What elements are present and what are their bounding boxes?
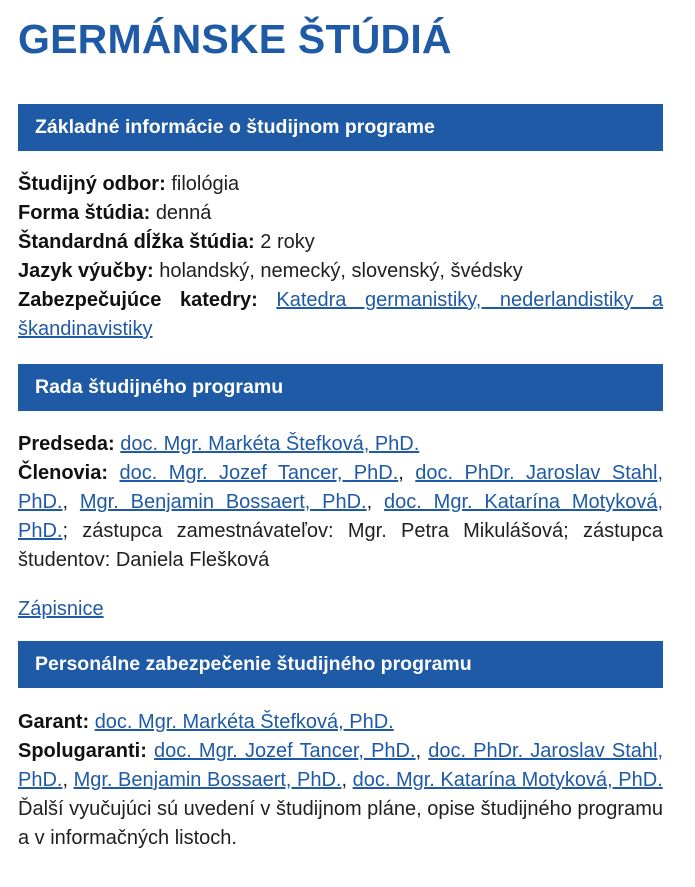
- guarantor-label: Garant:: [18, 711, 90, 733]
- coguarantors-label: Spolugaranti:: [18, 740, 147, 762]
- length-label: Štandardná dĺžka štúdia:: [18, 231, 255, 253]
- language-value: holandský, nemecký, slovenský, švédsky: [159, 260, 523, 282]
- section-header-council: Rada študijného programu: [18, 364, 663, 411]
- language-label: Jazyk výučby:: [18, 260, 154, 282]
- department-label: Zabezpečujúce katedry:: [18, 289, 258, 311]
- coguarantor-link[interactable]: doc. Mgr. Katarína Motyková, PhD.: [352, 769, 663, 791]
- coguarantor-link[interactable]: doc. Mgr. Jozef Tancer, PhD.: [154, 740, 416, 762]
- member-link[interactable]: doc. Mgr. Jozef Tancer, PhD.: [119, 462, 399, 484]
- member-link[interactable]: doc. PhDr. Jaroslav Stahl, PhD.: [18, 462, 664, 513]
- members-tail: ; zástupca zamestnávateľov: Mgr. Petra Mikulášová; zástupca študentov: Daniela Flešková: [18, 520, 663, 571]
- basic-info-block: [18, 170, 663, 344]
- minutes-link[interactable]: Zápisnice: [18, 598, 104, 620]
- section-header-staffing: Personálne zabezpečenie študijného programu: [18, 641, 663, 688]
- field-label: Študijný odbor:: [18, 173, 166, 195]
- members-label: Členovia:: [18, 462, 109, 484]
- council-block: Predseda: doc. Mgr. Markéta Štefková, PhD. Členovia: doc. Mgr. Jozef Tancer, PhD., doc. PhDr. Jaroslav Stahl, PhD., Mgr. Benjamin Bossaert, PhD., doc. Mgr. Katarína Motyková, PhD.; zástupca zamestnávateľov: Mgr. Petra Mikulášová; zástupca študentov: Daniela Flešková: [18, 433, 664, 571]
- guarantor-link[interactable]: doc. Mgr. Markéta Štefková, PhD.: [94, 711, 394, 733]
- minutes-block: [18, 595, 663, 624]
- section-header-basic-info: Základné informácie o študijnom programe: [18, 104, 663, 151]
- form-value: denná: [155, 202, 212, 224]
- coguarantor-link[interactable]: doc. PhDr. Jaroslav Stahl, PhD.: [18, 740, 664, 791]
- form-label: Forma štúdia:: [18, 202, 151, 224]
- chair-link[interactable]: doc. Mgr. Markéta Štefková, PhD.: [120, 433, 420, 455]
- coguarantor-link[interactable]: Mgr. Benjamin Bossaert, PhD.: [73, 769, 342, 791]
- chair-label: Predseda:: [18, 433, 115, 455]
- page-title: GERMÁNSKE ŠTÚDIÁ: [18, 16, 452, 62]
- department-link[interactable]: Katedra germanistiky, nederlandistiky a škandinavistiky: [18, 289, 664, 340]
- staffing-block: Garant: doc. Mgr. Markéta Štefková, PhD. Spolugaranti: doc. Mgr. Jozef Tancer, PhD., doc. PhDr. Jaroslav Stahl, PhD., Mgr. Benjamin Bossaert, PhD., doc. Mgr. Katarína Motyková, PhD. Ďalší vyučujúci sú uvedení v študijnom pláne, opise študijného programu a v informačných listoch.: [18, 708, 663, 853]
- field-value: filológia: [171, 173, 240, 195]
- length-value: 2 roky: [260, 231, 315, 253]
- member-link[interactable]: doc. Mgr. Katarína Motyková, PhD.: [18, 491, 663, 542]
- staffing-note: Ďalší vyučujúci sú uvedení v študijnom pláne, opise študijného programu a v informačných listoch.: [18, 798, 663, 849]
- member-link[interactable]: Mgr. Benjamin Bossaert, PhD.: [79, 491, 367, 513]
